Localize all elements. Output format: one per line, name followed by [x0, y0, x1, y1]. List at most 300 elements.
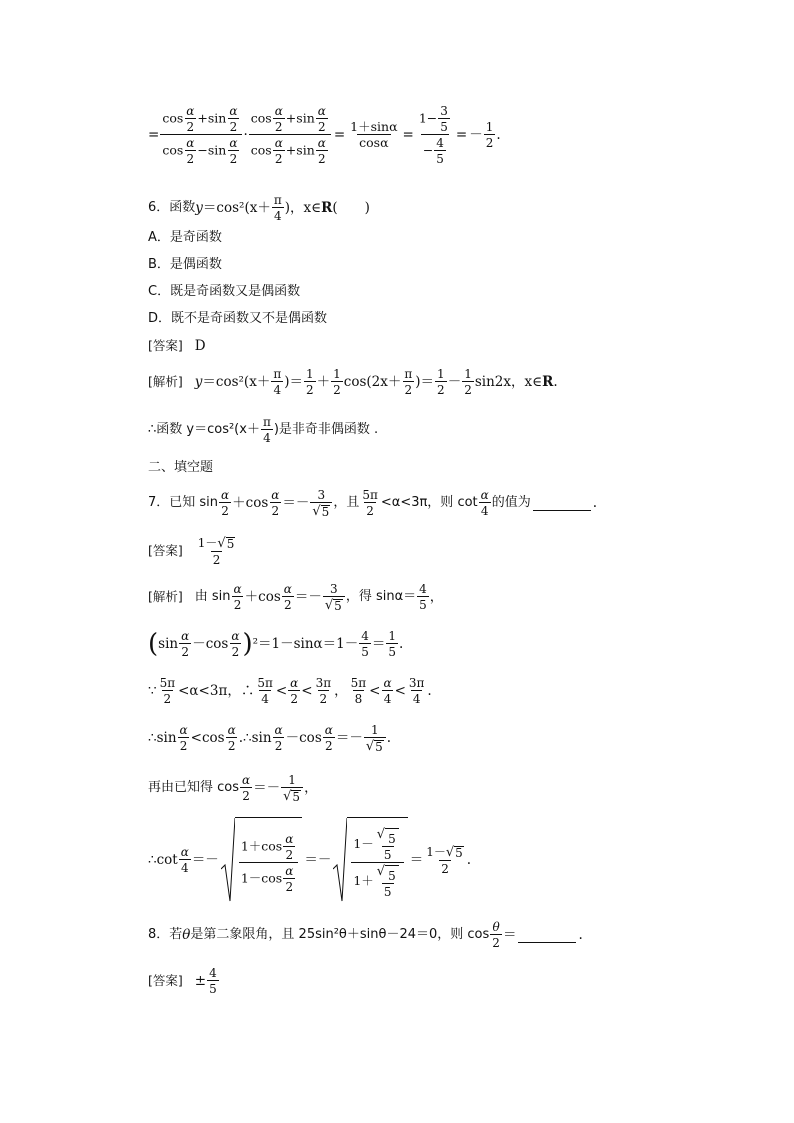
- period: .: [386, 730, 392, 746]
- sqrt-icon: √: [376, 863, 386, 879]
- four-fifths: [207, 967, 219, 995]
- five-pi-over-four: [255, 677, 275, 705]
- equals-text: )＝: [415, 374, 435, 390]
- from-sin-text: 由 sin: [194, 589, 231, 604]
- alpha-text: α: [179, 723, 188, 737]
- three-text: 3: [317, 487, 326, 502]
- pi-over-four: [271, 368, 283, 396]
- alpha-text: α: [285, 831, 294, 846]
- alpha-text: α: [242, 773, 251, 787]
- sin-text: sin2x，x∈: [474, 374, 543, 390]
- minus-sign: −: [197, 142, 208, 158]
- condition-text: 是第二象限角，且 25sin²θ＋sinθ－24＝0，则 cos: [190, 927, 490, 942]
- five-text: 5: [361, 645, 369, 659]
- value-text: 的值为: [491, 495, 531, 510]
- alpha-text: α: [181, 629, 190, 643]
- five-text: 5: [440, 120, 448, 134]
- reals-symbol: R: [321, 200, 333, 216]
- period: .: [578, 927, 583, 943]
- alpha-text: α: [227, 723, 236, 737]
- fraction-numerator: [239, 833, 299, 862]
- five-pi-over-two: [158, 677, 178, 705]
- three-pi-over-four: [407, 677, 427, 705]
- one-minus-text: 1－: [426, 844, 446, 859]
- alpha-text: α: [317, 104, 326, 118]
- half-alpha: [179, 630, 191, 658]
- fraction-denominator: [249, 134, 331, 165]
- four-fifths: [417, 583, 429, 611]
- half-alpha: [282, 583, 294, 611]
- two-text: 2: [181, 645, 189, 659]
- half-alpha: [240, 774, 252, 802]
- equals-sign: =: [148, 127, 160, 143]
- one-over-sqrt5: [281, 774, 303, 803]
- question-6-stem: [148, 190, 370, 226]
- four-text: 4: [180, 861, 189, 875]
- alpha-text: α: [274, 136, 283, 150]
- one-fifth: [386, 630, 398, 658]
- alpha-text: α: [317, 136, 326, 150]
- two-text: 2: [464, 383, 472, 397]
- reals-symbol: R: [542, 374, 554, 390]
- cos-text: cos: [250, 110, 272, 126]
- half-alpha: [269, 489, 281, 517]
- less-than: <: [394, 683, 406, 699]
- four-text: 4: [383, 692, 392, 706]
- equals-minus: ＝－: [335, 730, 363, 746]
- period: .: [399, 636, 404, 652]
- alpha-text: α: [233, 582, 242, 596]
- equals-minus: ＝－: [304, 852, 332, 868]
- alpha-text: α: [271, 488, 280, 502]
- period: .: [466, 852, 472, 868]
- equals-sign: =: [402, 127, 414, 143]
- equals-sign: ＝: [409, 852, 424, 868]
- alpha-text: α: [324, 723, 333, 737]
- two-text: 2: [227, 739, 236, 753]
- big-sqrt-1: [221, 817, 303, 903]
- half-alpha: [323, 724, 335, 752]
- half-alpha: [283, 865, 295, 893]
- two-text: 2: [233, 598, 242, 612]
- sin-text: sin: [207, 110, 227, 126]
- one-half: [331, 368, 343, 396]
- two-text: 2: [212, 552, 221, 567]
- five-text: 5: [385, 828, 399, 845]
- two-text: 2: [306, 383, 314, 397]
- alpha-text: α: [180, 845, 189, 859]
- equals-sign: =: [333, 127, 346, 143]
- pi-text: π: [262, 415, 271, 429]
- cos-text: cos: [162, 110, 184, 126]
- alpha-text: α: [480, 488, 489, 502]
- period: .: [553, 374, 558, 390]
- two-text: 2: [163, 692, 172, 706]
- four-fifths: [359, 630, 371, 658]
- question-8-stem: [148, 916, 583, 954]
- half-alpha: [227, 137, 239, 165]
- five-pi-over-eight: [349, 677, 369, 705]
- q6-answer: [148, 336, 206, 356]
- answer-blank[interactable]: [533, 496, 591, 511]
- equals-minus: ＝－: [294, 589, 322, 605]
- less-cos-text: <cos: [190, 730, 225, 746]
- fraction-result: [484, 121, 496, 149]
- half-alpha: [229, 630, 241, 658]
- four-text: 4: [480, 504, 489, 518]
- because-symbol: ∵: [148, 683, 157, 699]
- four-text: 4: [419, 582, 427, 596]
- two-text: 2: [229, 152, 238, 166]
- two-text: 2: [324, 739, 333, 753]
- four-text: 4: [263, 431, 271, 445]
- fraction-numerator: [351, 828, 403, 862]
- three-fifths: [438, 105, 450, 133]
- conclusion-text: )是非奇非偶函数 .: [273, 422, 379, 437]
- two-text: 2: [285, 879, 294, 894]
- fraction-multiplier: [249, 105, 331, 165]
- alpha-text: α: [229, 104, 238, 118]
- pi-over-four: [272, 194, 284, 222]
- fraction-numerator: [160, 105, 242, 134]
- alpha-over-four: [381, 677, 393, 705]
- var-y: y: [195, 200, 203, 216]
- pi-over-four: [261, 416, 273, 444]
- squared-equals-text: ²＝1－sinα＝1－: [252, 636, 359, 652]
- therefore-sin-text: .∴sin: [238, 730, 272, 746]
- two-text: 2: [274, 120, 283, 134]
- less-than: <: [369, 683, 381, 699]
- three-over-sqrt5: [310, 489, 332, 518]
- sqrt-radicand: [235, 817, 303, 903]
- one-plus-text: 1＋: [353, 872, 374, 888]
- four-fifths: [434, 137, 446, 165]
- two-text: 2: [404, 383, 413, 397]
- answer-blank-paren: ( ): [332, 200, 370, 216]
- two-text: 2: [271, 504, 280, 518]
- half-alpha: [184, 105, 196, 133]
- sqrt-icon: √: [217, 535, 226, 551]
- half-alpha: [219, 489, 231, 517]
- one-text: 1: [288, 772, 296, 787]
- cos-text: cos(2x＋: [343, 374, 402, 390]
- fraction-numerator: [417, 105, 453, 134]
- answer-fraction: [424, 846, 466, 875]
- alpha-text: α: [186, 136, 195, 150]
- two-text: 2: [492, 936, 500, 950]
- alpha-text: α: [274, 723, 283, 737]
- sqrt5-fraction: [351, 828, 403, 898]
- equals-sign: ＝: [502, 927, 517, 943]
- five-text: 5: [419, 598, 427, 612]
- plus-minus: ±: [194, 973, 207, 989]
- cos-squared-text: ＝cos²(x＋: [202, 374, 271, 390]
- answer-fraction: [196, 537, 238, 566]
- cos-text: ＋cos: [232, 495, 269, 511]
- cos-text: ＋cos: [244, 589, 281, 605]
- sqrt-icon: [221, 817, 235, 903]
- question-number-8: 8．若: [148, 927, 183, 942]
- pi-text: π: [404, 367, 413, 381]
- sqrt5-over-5: [375, 828, 401, 861]
- sqrt5-over-5: [375, 865, 401, 898]
- question-number-6: 6．函数: [148, 200, 196, 215]
- four-text: 4: [261, 692, 269, 706]
- plus-sign: +: [285, 142, 297, 158]
- q7-analysis-5: [148, 768, 318, 808]
- two-text: 2: [179, 739, 188, 753]
- two-text: 2: [317, 120, 326, 134]
- theta-text: θ: [182, 927, 191, 943]
- q7-analysis-2: [148, 624, 403, 664]
- two-text: 2: [437, 383, 445, 397]
- five-text: 5: [436, 152, 444, 166]
- five-text: 5: [292, 789, 301, 804]
- period: .: [427, 683, 432, 699]
- five-pi-text: 5π: [362, 488, 378, 502]
- equals-sign: ＝: [371, 636, 386, 652]
- equals-sign: =: [455, 127, 468, 143]
- option-c: C．既是奇函数又是偶函数: [148, 284, 301, 299]
- half-alpha: [316, 137, 328, 165]
- cos-fraction: [239, 833, 299, 893]
- half-alpha: [273, 137, 285, 165]
- fraction-denominator: cosα: [359, 135, 389, 150]
- therefore-sin-text: ∴sin: [148, 730, 177, 746]
- period: .: [496, 127, 501, 143]
- four-text: 4: [361, 629, 369, 643]
- one-minus-cos-text: 1－cos: [240, 870, 283, 885]
- two-text: 2: [366, 504, 374, 518]
- alpha-text: α: [229, 136, 238, 150]
- five-text: 5: [388, 645, 397, 659]
- two-text: 2: [319, 692, 328, 706]
- alpha-text: α: [231, 629, 240, 643]
- sqrt-icon: √: [445, 844, 455, 860]
- fraction-denominator: [160, 134, 242, 165]
- one-half: [304, 368, 316, 396]
- fraction-numeric: [417, 105, 453, 165]
- two-text: 2: [231, 645, 240, 659]
- pi-over-two: [402, 368, 414, 396]
- answer-value: D: [194, 338, 206, 354]
- sin-text: sin: [207, 142, 227, 158]
- sqrt-five: [310, 502, 332, 518]
- two-text: 2: [441, 861, 449, 876]
- sqrt-icon: √: [365, 738, 375, 754]
- cos-text: cos: [162, 142, 184, 158]
- sqrt-icon: √: [376, 826, 386, 842]
- one-half: [462, 368, 474, 396]
- q7-analysis-1: [148, 578, 443, 616]
- alpha-text: α: [285, 863, 294, 878]
- half-alpha: [184, 137, 196, 165]
- half-alpha: [227, 105, 239, 133]
- section-title: 二、填空题: [148, 460, 214, 475]
- five-text: 5: [334, 598, 342, 613]
- equals-text: )＝: [284, 374, 303, 390]
- minus-sign: −: [422, 142, 434, 158]
- fraction-numerator: 1＋sinα: [350, 118, 398, 134]
- range-text: <α<3π，∴: [178, 683, 255, 699]
- three-pi-text: 3π: [408, 676, 425, 690]
- comma: ，: [304, 780, 318, 796]
- one-text: 1: [485, 120, 494, 134]
- three-pi-text: 3π: [315, 676, 332, 690]
- range-text: <α<3π，则 cot: [380, 495, 478, 510]
- sqrt-icon: √: [283, 788, 292, 804]
- big-sqrt-2: [333, 817, 407, 903]
- four-text: 4: [209, 966, 217, 980]
- two-text: 2: [290, 692, 299, 706]
- two-text: 2: [317, 152, 326, 166]
- half-alpha: [288, 677, 300, 705]
- two-text: 2: [274, 152, 283, 166]
- two-text: 2: [274, 739, 283, 753]
- q7-analysis-6: [148, 814, 471, 906]
- half-alpha: [273, 724, 285, 752]
- one-over-sqrt5: [364, 724, 386, 753]
- fraction-numerator: [196, 537, 238, 551]
- four-text: 4: [273, 383, 282, 397]
- two-text: 2: [229, 120, 238, 134]
- plus-sign: +: [197, 110, 208, 126]
- sqrt-five: [323, 596, 345, 612]
- sqrt-radicand: [347, 817, 407, 903]
- half-alpha: [226, 724, 238, 752]
- eight-text: 8: [354, 692, 363, 706]
- one-plus-cos-text: 1＋cos: [240, 838, 283, 853]
- sin-text: sin: [296, 110, 315, 126]
- fraction-numerator: [249, 105, 331, 134]
- four-text: 4: [412, 692, 421, 706]
- q6-conclusion: [148, 412, 378, 448]
- equals-minus: ＝－: [253, 780, 281, 796]
- q7-analysis-3: [148, 672, 432, 710]
- var-y: y: [194, 374, 203, 390]
- right-paren: ): [242, 629, 253, 659]
- minus-sign: －: [447, 374, 462, 390]
- one-text: 1: [306, 367, 314, 381]
- five-pi-text: 5π: [350, 676, 367, 690]
- minus-cos-text: －cos: [285, 730, 322, 746]
- alpha-over-four: [179, 846, 191, 874]
- sqrt-five: [364, 737, 386, 753]
- cos-text: cos: [250, 142, 272, 158]
- one-text: 1: [464, 367, 472, 381]
- alpha-text: α: [186, 104, 195, 118]
- minus-sign: －: [469, 127, 483, 143]
- two-text: 2: [186, 120, 195, 134]
- analysis-tag: [解析]: [148, 374, 183, 389]
- five-pi-over-two: [360, 489, 380, 517]
- one-text: 1: [333, 367, 341, 381]
- one-text: 1: [388, 629, 397, 643]
- pi-text: π: [273, 193, 282, 207]
- half-alpha: [273, 105, 285, 133]
- three-text: 3: [440, 104, 448, 118]
- option-d: D．既不是奇函数又不是偶函数: [148, 311, 328, 326]
- alpha-over-four: [479, 489, 491, 517]
- sqrt-five: [281, 787, 303, 803]
- fraction-denominator: [351, 862, 403, 898]
- five-text: 5: [383, 847, 392, 862]
- fraction-sin-over-cos: [348, 118, 399, 150]
- comma: ，: [429, 589, 444, 605]
- five-text: 5: [455, 845, 463, 860]
- two-text: 2: [333, 383, 341, 397]
- sqrt-icon: √: [312, 503, 321, 519]
- sqrt-icon: [333, 817, 347, 903]
- and-text: ，且: [333, 495, 360, 510]
- two-text: 2: [242, 789, 250, 803]
- one-text: 1: [437, 367, 445, 381]
- one-minus-text: 1－: [197, 535, 218, 550]
- two-text: 2: [186, 152, 195, 166]
- plus-sign: +: [285, 110, 297, 126]
- half-alpha: [283, 833, 295, 861]
- plus-sign: ＋: [316, 374, 331, 390]
- five-pi-text: 5π: [159, 676, 176, 690]
- fraction-denominator: [421, 134, 449, 165]
- two-text: 2: [485, 136, 494, 150]
- fraction-denominator: [239, 862, 299, 893]
- alpha-text: α: [383, 676, 392, 690]
- five-text: 5: [209, 982, 217, 996]
- alpha-text: α: [283, 582, 292, 596]
- two-text: 2: [221, 504, 229, 518]
- three-over-sqrt5: [323, 583, 345, 612]
- four-text: 4: [436, 136, 444, 150]
- one-minus-text: 1－: [353, 835, 374, 851]
- less-than: <: [301, 683, 313, 699]
- four-text: 4: [273, 209, 282, 223]
- five-text: 5: [385, 865, 399, 882]
- answer-tag: [答案]: [148, 338, 183, 353]
- two-text: 2: [285, 847, 294, 862]
- sin-text: sin: [158, 636, 179, 652]
- fraction-main: [160, 105, 242, 165]
- two-text: 2: [284, 598, 292, 612]
- cos-squared-text: ＝cos²(x＋: [202, 200, 271, 216]
- fraction-numerator: [424, 846, 466, 860]
- three-text: 3: [330, 581, 338, 596]
- left-paren: (: [148, 629, 159, 659]
- q7-answer: [148, 532, 238, 570]
- five-text: 5: [375, 739, 383, 754]
- equals-minus: ＝－: [282, 495, 310, 511]
- q7-analysis-4: [148, 718, 391, 758]
- pi-text: π: [273, 367, 282, 381]
- question-number-7: 7．已知 sin: [148, 495, 219, 510]
- option-a: A．是奇函数: [148, 230, 222, 245]
- get-sin-text: ，得 sinα＝: [345, 589, 417, 604]
- less-than: <: [275, 683, 288, 699]
- then-cos-text: 再由已知得 cos: [148, 780, 240, 795]
- answer-blank[interactable]: [518, 928, 576, 943]
- five-text: 5: [383, 884, 392, 899]
- answer-tag: [答案]: [148, 543, 183, 558]
- answer-tag: [答案]: [148, 973, 183, 988]
- question-7-stem: [148, 484, 597, 522]
- conclusion-text: ∴函数 y＝cos²(x＋: [148, 422, 260, 437]
- half-alpha: [232, 583, 244, 611]
- alpha-text: α: [221, 488, 230, 502]
- alpha-text: α: [274, 104, 283, 118]
- one-half: [435, 368, 447, 396]
- sin-text: sin: [296, 142, 315, 158]
- period: .: [592, 495, 598, 511]
